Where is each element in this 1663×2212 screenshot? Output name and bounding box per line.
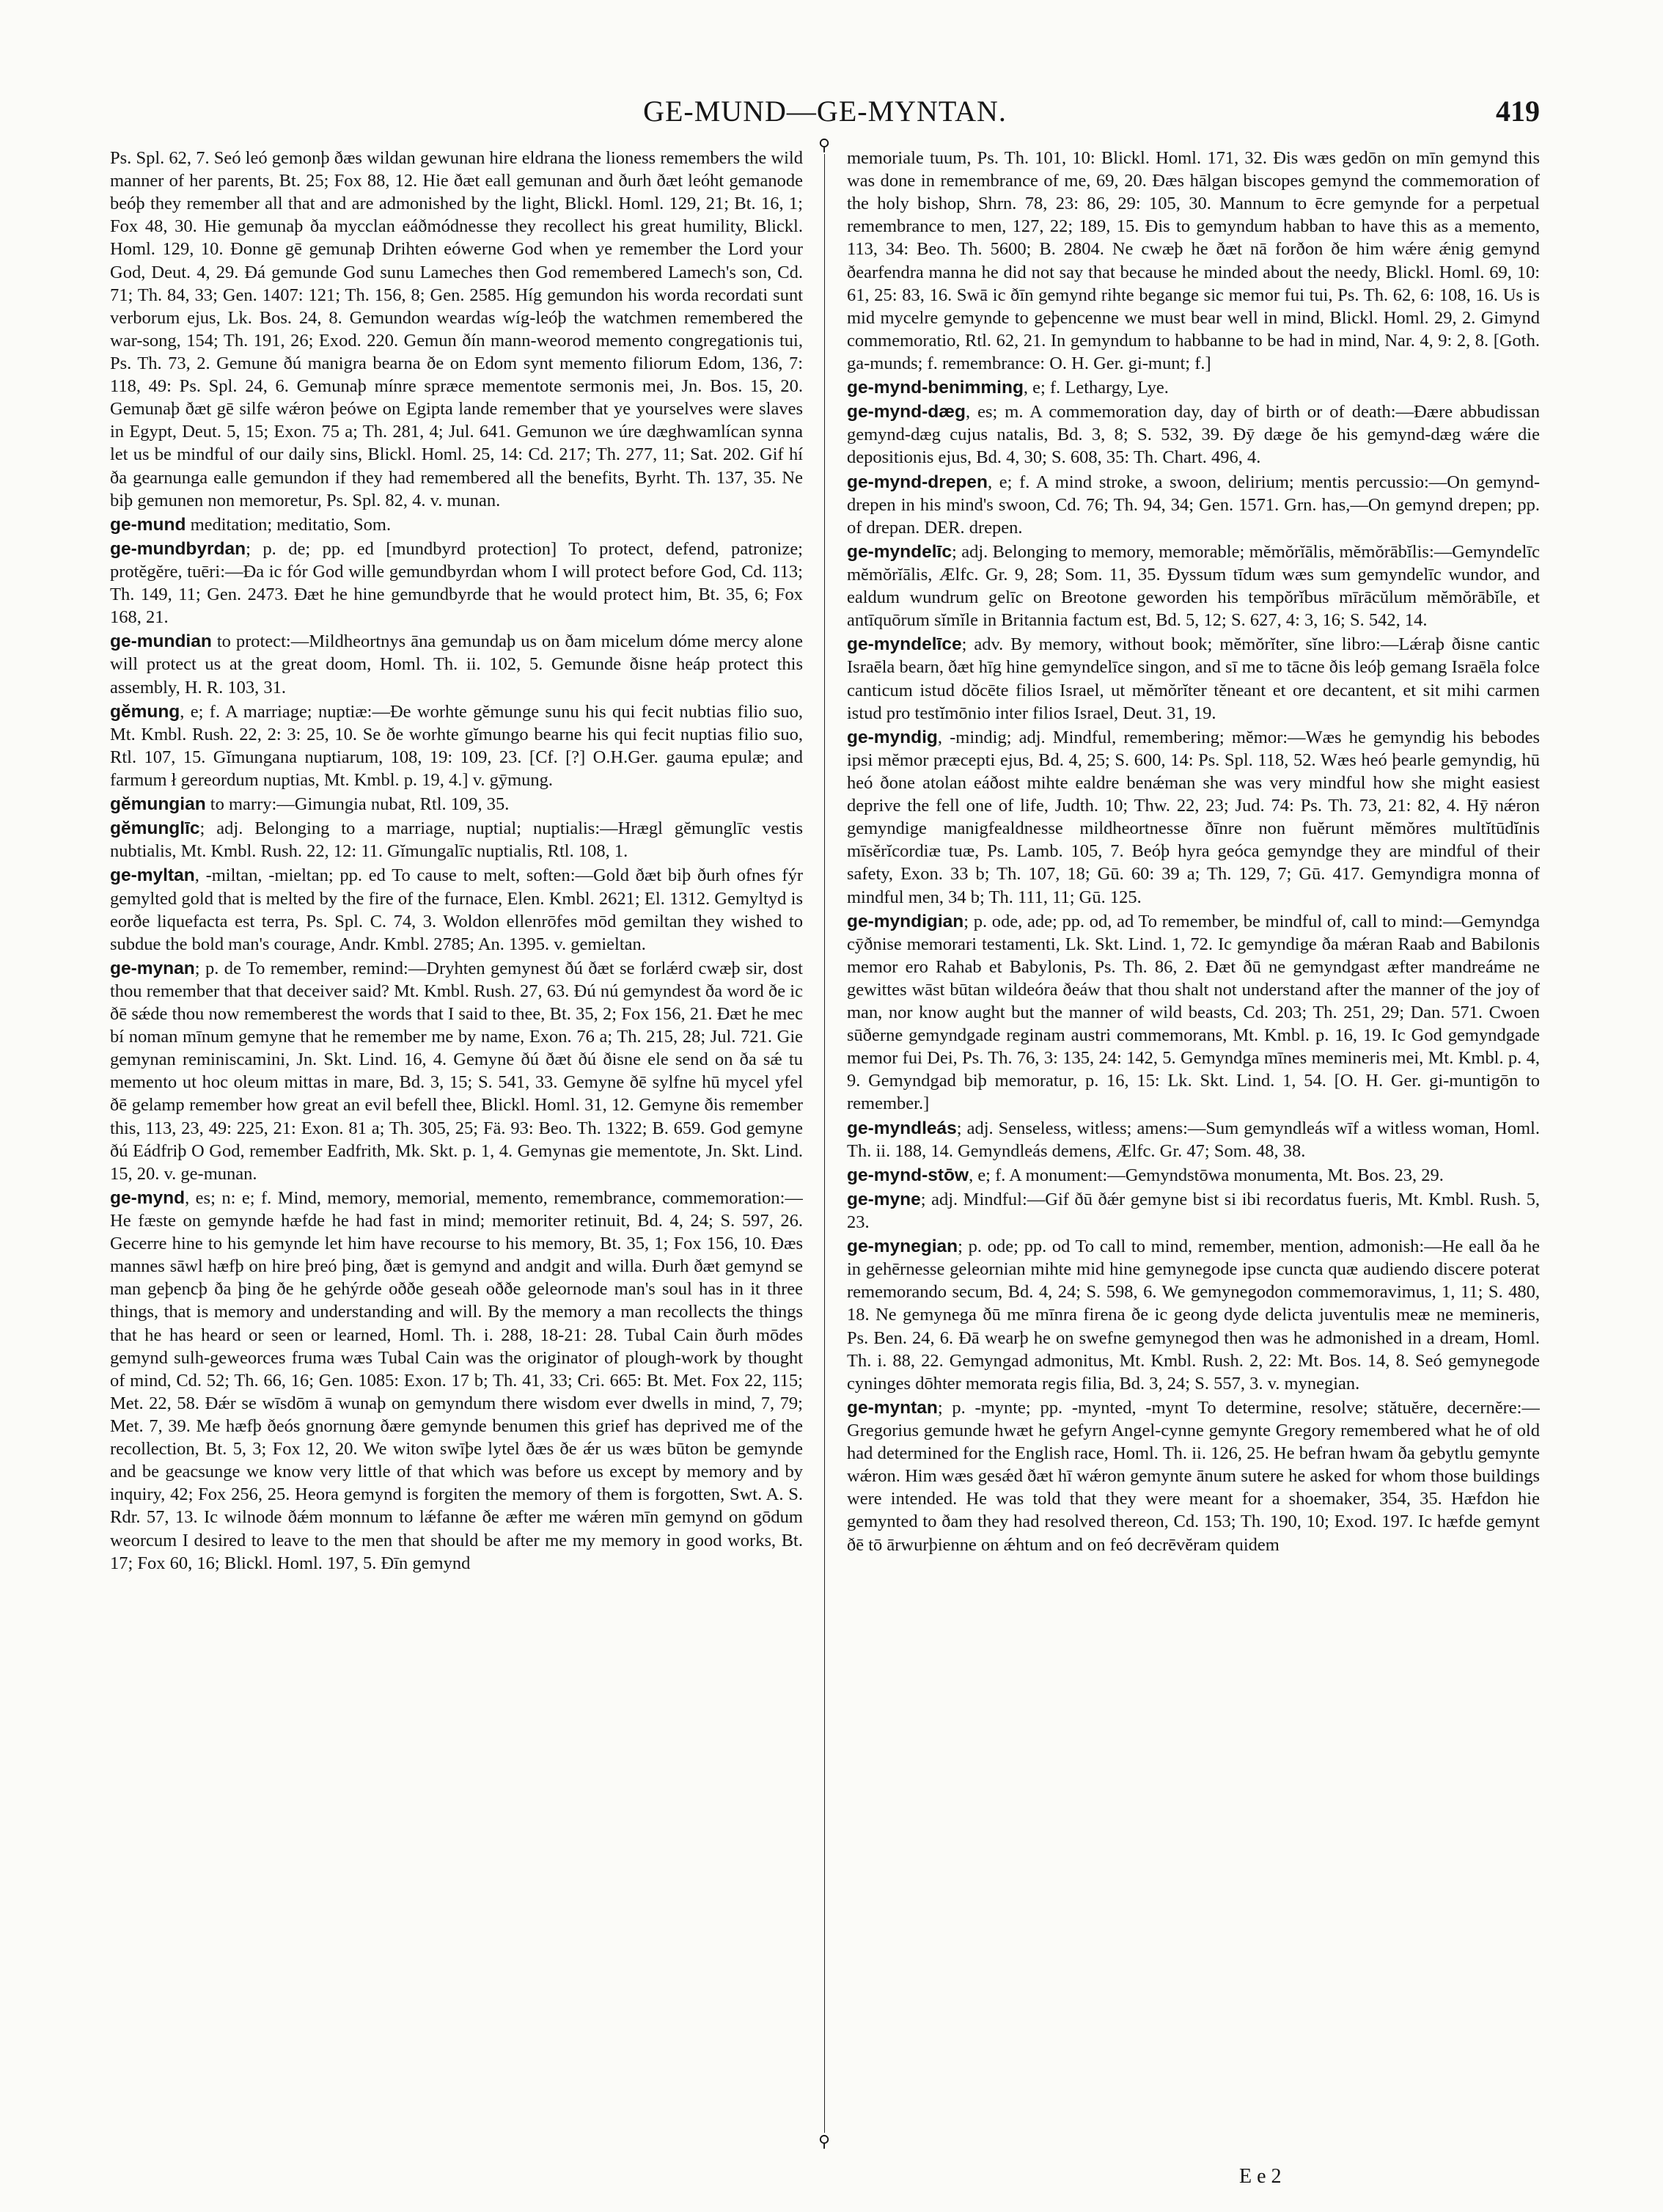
column-divider [824,147,825,2142]
dictionary-entry [847,1396,1540,1556]
entry-text: to protect:—Mildheortnys āna gemundaþ us on ðam micelum dóme mercy alone will protect us at the great doom, Homl. Th. ii. 102, 5. Gemunde ðisne heáp protect this assembly, H. R. 103, 31. [110,631,803,697]
entry-text: , e; f. A mind stroke, a swoon, delirium; mentis percussio:—On gemynd-drepen in his mind's swoon, Cd. 76; Th. 94, 34; Gen. 1571. Grn. has,—On gemynd drepen; pp. of drepan. DER. drepen. [847,472,1540,538]
headword: ge-mynd-stōw [847,1165,969,1185]
dictionary-entry [110,700,803,791]
headword: gĕmunglīc [110,818,200,839]
headword: ge-mynan [110,958,195,978]
entry-text: , e; f. A monument:—Gemyndstōwa monumenta, Mt. Bos. 23, 29. [969,1165,1444,1185]
headword: ge-myntan [847,1397,938,1418]
entry-text: ; adj. Belonging to a marriage, nuptial; nuptialis:—Hrægl gĕmunglīc vestis nubtialis, Mt. Kmbl. Rush. 22, 12: 11. Gĭmungalīc nuptialis, Rtl. 108, 1. [110,818,803,862]
entry-text: meditation; meditatio, Som. [186,514,392,535]
dictionary-entry [847,633,1540,724]
headword: ge-myndelīc [847,541,952,562]
dictionary-entry [847,1188,1540,1234]
divider-ornament-top-icon: ⚲ [815,136,833,154]
dictionary-entry [847,1235,1540,1395]
entry-continuation [847,147,1540,375]
headword: ge-mundian [110,631,212,652]
headword: ge-myndigian [847,911,964,931]
signature-mark: E e 2 [1239,2165,1282,2188]
entry-text: , es; n: e; f. Mind, memory, memorial, memento, remembrance, commemoration:—He fæste on gemynde hæfde he had fast in mind; memoriter retinuit, Bd. 4, 24; S. 597, 26. Gecerre hine to his gemynde let him have recourse to his memory, Bt. 35, 1; Fox 156, 10. Ðæs mannes sāwl hæfþ on hire þreó þing, ðæt is gemynd and andgit and willa. Ðurh ðæt gemynd se man geþencþ ða þing ðe he gehýrde oððe geseah oððe geleornode man's soul has in it three things, that is memory and understanding and will. By the memory a man recollects the things that he has heard or seen or learned, Homl. Th. i. 288, 18-21: 28. Tubal Cain ðurh mōdes gemynd sulh-geweorces fruma wæs Tubal Cain was the originator of plough-work by thought of mind, Cd. 52; Th. 66, 16; Gen. 1085: Exon. 17 b; Th. 41, 33; Cri. 665: Bt. Met. Fox 22, 115; Met. 22, 58. Ðǽr se wīsdōm ā wunaþ on gemyndum there wisdom ever dwells in mind, 7, 79; Met. 7, 39. Me hæfþ ðeós gnornung ðære gemynde benumen this grief has deprived me of the recollection, Bt. 5, 3; Fox 12, 20. We witon swīþe lytel ðæs ðe ǽr us wæs būton be gemynde and be geacsunge we know very little of that which was before us except by memory and by inquiry, 42; Fox 256, 25. Heora gemynd is forgiten the memory of them is forgotten, Swt. A. S. Rdr. 57, 13. Ic wilnode ðǽm monnum to lǽfanne ðe æfter me wǽren mīn gemynd on gōdum weorcum I desired to leave to the men that should be after me my memory in good works, Bt. 17; Fox 60, 16; Blickl. Homl. 197, 5. Ðīn gemynd [110,1187,803,1573]
headword: ge-mynd [110,1187,186,1208]
entry-text: ; adj. Senseless, witless; amens:—Sum gemyndleás wīf a witless woman, Homl. Th. ii. 188, 14. Gemyndleás demens, Ælfc. Gr. 47; Som. 48, 38. [847,1118,1540,1161]
page-header [110,94,1540,138]
headword: ge-mynegian [847,1237,958,1257]
dictionary-entry [847,726,1540,909]
entry-text: , e; f. Lethargy, Lye. [1023,378,1169,398]
entry-text: ; adj. Belonging to memory, memorable; mĕmŏrĭālis, mĕmŏrābĭlis:—Gemyndelīc mĕmŏrĭālis, Ælfc. Gr. 9, 28; Som. 11, 35. Ðyssum tīdum wæs sum gemyndelīc wundor, and ealdum wundrum gelīc on Breotone geworden his tempŏrĭbus mīrācŭlum mĕmŏrābĭle, et antīquōrum sĭmĭle in Britannia factum est, Bd. 5, 12; S. 627, 4: 3, 16; S. 542, 14. [847,541,1540,631]
entry-text: ; adj. Mindful:—Gif ðū ðǽr gemyne bist si ibi recordatus fueris, Mt. Kmbl. Rush. 5, 23. [847,1189,1540,1233]
entry-text: ; p. de To remember, remind:—Dryhten gemynest ðú ðæt se forlǽrd cwæþ sir, dost thou remember that that deceiver said? Mt. Kmbl. Rush. 27, 63. Ðú nú gemyndest ða word ðe ic ðē sǽde thou now rememberest the words that I said to thee, Bt. 35, 2; Fox 156, 21. Ðæt he mec bí noman mīnum gemyne that he remember me by name, Exon. 76 a; Th. 215, 28; Jul. 721. Gie gemynan reminiscamini, Jn. Skt. Lind. 16, 4. Gemyne ðú ðæt ðú ðisne ele send on ða sǽ tu memento ut hoc oleum mittas in mare, Bd. 3, 15; S. 541, 33. Gemyne ðē sylfne hū mycel yfel ðē gelamp remember how great an evil befell thee, Blickl. Homl. 31, 12. Gemyne ðis remember this, 113, 23, 49: 225, 21: Exon. 81 a; Th. 305, 25; Fä. 93: Beo. Th. 1322; B. 659. God gemyne ðú Eádfriþ O God, remember Eadfrith, Mk. Skt. p. 1, 4. Gemynas gie mementote, Jn. Skt. Lind. 15, 20. v. ge-munan. [110,958,803,1184]
dictionary-entry [110,864,803,955]
dictionary-entry [847,541,1540,631]
headword: ge-myndleás [847,1118,957,1138]
dictionary-entry [847,471,1540,539]
left-column [110,147,803,2142]
headword: ge-myndelīce [847,634,962,655]
two-column-body [110,136,1540,2150]
entry-text: ; adv. By memory, without book; mĕmŏrĭter, sĭne libro:—Lǽraþ ðisne cantic Israēla bearn, ðæt hīg hine gemyndelīce singon, and sī me to tācne ðis leóþ gemang Israēla folce canticum istud dŏcēte filios Israel, ut mĕmŏrĭter tĕneant et ore decantent, et sit mihi carmen istud pro testĭmōnio inter filios Israel, Deut. 31, 19. [847,634,1540,723]
headword: ge-myltan [110,865,195,886]
entry-text: ; p. -mynte; pp. -mynted, -mynt To determine, resolve; stătuĕre, decernĕre:—Gregorius gemunde hwæt he gefyrn Angel-cynne gemynte Gregory remembered what he of old had determined for the English race, Homl. Th. ii. 126, 25. He befran hwam ða gebytlu gemynte wǽron. Him wæs gesǽd ðæt hī wǽron gemynte ānum sutere he asked for whom those buildings were intended. He was told that they were meant for a shoemaker, 354, 35. Hæfdon hie gemynted to ðam they had resolved thereon, Cd. 153; Th. 190, 10; Exod. 197. Ic hæfde gemynt ðē tō ārwurþienne on ǽhtum and on feó decrēvĕram quidem [847,1397,1540,1555]
entry-text: ; p. ode; pp. od To call to mind, remember, mention, admonish:—He eall ða he in gehērnesse geleornian mihte mid hine gemynegode ipse cuncta quæ audiendo discere poterat rememorando secum, Bd. 4, 24; S. 598, 6. We gemynegodon commemoravimus, 1, 11; S. 480, 18. Ne gemynega ðū me mīnra firena ðe ic geong dyde delicta juventulis meæ ne memineris, Ps. Ben. 24, 6. Ðā wearþ he on swefne gemynegod then was he admonished in a dream, Homl. Th. i. 88, 22. Gemyngad admonitus, Mt. Kmbl. Rush. 2, 22: Mt. Bos. 14, 8. Seó gemynegode cyninges dōhter memorata regis filia, Bd. 3, 24; S. 557, 3. v. mynegian. [847,1237,1540,1394]
headword: ge-mund [110,514,186,535]
headword: ge-mynd-benimming [847,378,1024,398]
dictionary-entry [110,1187,803,1575]
dictionary-entry [847,376,1540,399]
entry-continuation [110,147,803,512]
right-column [847,147,1540,2142]
entry-text: ; p. ode, ade; pp. od, ad To remember, be mindful of, call to mind:—Gemyndga cȳðnise memorari testamenti, Lk. Skt. Lind. 1, 72. Ic gemyndige ða mǽran Raab and Babilonis memor ero Rahab et Babylonis, Ps. Th. 86, 2. Ðæt ðū ne gemyndgast æfter mandreáme ne gewittes wāst būtan wildeóra ðeáw that thou shalt not understand after the manner of the joy of man, nor know aught but the manner of wild beasts, Cd. 203; Th. 251, 29; Dan. 571. Cwoen sūðerne gemyndgade reginam austri commemorans, Mt. Kmbl. p. 16, 19. Ic God gemyndgade memor fui Dei, Ps. Th. 76, 3: 135, 24: 142, 5. Gemyndga mīnes memineris mei, Mt. Kmbl. p. 4, 9. Gemyndgad biþ memoratur, p. 16, 15: Lk. Skt. Lind. 1, 54. [O. H. Ger. gi-muntigōn to remember.] [847,911,1540,1114]
entry-text: , -mindig; adj. Mindful, remembering; mĕmor:—Wæs he gemyndig his bebodes ipsi mĕmor præcepti ejus, Bd. 4, 25; S. 600, 14: Ps. Spl. 118, 52. Wæs heó þearle gemyndig, hū heó ðone atolan eáðost mihte ealdre benǽman she was very mindful how she might easiest deprive the fell one of life, Judth. 10; Thw. 22, 23; Jud. 74: Ps. Th. 73, 21: 82, 4. Hȳ nǽron gemyndige manigfealdnesse mildheortnesse ðīnre non fuĕrunt mĕmŏres multĭtūdĭnis mīsĕrĭcordiæ tuæ, Ps. Lamb. 105, 7. Beóþ hyra geóca gemyndge they are mindful of their safety, Exon. 33 b; Th. 107, 18; Gū. 60: 39 a; Th. 129, 7; Gū. 417. Gemyndigra monna of mindful men, 34 b; Th. 111, 11; Gū. 125. [847,727,1540,907]
entry-text: , e; f. A marriage; nuptiæ:—Ðe worhte gĕmunge sunu his qui fecit nubtias filio suo, Mt. Kmbl. Rush. 22, 2: 3: 25, 10. Se ðe worhte gĭmungo bearne his qui fecit nuptias filio suo, Rtl. 107, 15. Gĭmungana nuptiarum, 108, 19: 109, 23. [Cf. [?] O.H.Ger. gauma epulæ; and farmum ł gereordum nuptias, Mt. Kmbl. p. 19, 4.] v. gȳmung. [110,701,803,790]
dictionary-entry [847,910,1540,1116]
entry-text: , -miltan, -mieltan; pp. ed To cause to melt, soften:—Gold ðæt biþ ðurh ofnes fýr gemylted gold that is melted by the fire of the furnace, Elen. Kmbl. 2621; El. 1312. Gemyltyd is eorðe liquefacta est terra, Ps. Spl. C. 74, 3. Woldon ellenrōfes mōd gemiltan they wished to subdue the bold man's courage, Andr. Kmbl. 2785; An. 1395. v. gemieltan. [110,865,803,954]
entry-text: , es; m. A commemoration day, day of birth or of death:—Ðære abbudissan gemynd-dæg cujus natalis, Bd. 3, 8; S. 532, 39. Ðȳ dæge ðe his gemynd-dæg wǽre die depositionis ejus, Bd. 4, 30; S. 608, 35: Th. Chart. 496, 4. [847,402,1540,468]
headword: ge-myndig [847,727,938,747]
dictionary-entry [847,400,1540,469]
dictionary-entry [110,630,803,698]
entry-text: ; p. de; pp. ed [mundbyrd protection] To protect, defend, patronize; protĕgĕre, tuēri:—Ða ic fór God wille gemundbyrdan whom I will protect before God, Cd. 113; Th. 149, 11; Gen. 2473. Ðæt he hine gemundbyrde that he would protect him, Bt. 35, 6; Fox 168, 21. [110,538,803,628]
dictionary-entry [110,793,803,816]
running-head: GE-MUND—GE-MYNTAN. [643,95,1007,128]
dictionary-entry [110,957,803,1185]
dictionary-entry [847,1164,1540,1187]
headword: ge-mundbyrdan [110,538,246,559]
headword: gĕmungian [110,794,206,815]
entry-text: to marry:—Gimungia nubat, Rtl. 109, 35. [205,794,510,815]
divider-ornament-bottom-icon: ⚲ [815,2133,833,2150]
dictionary-entry [110,538,803,629]
dictionary-entry [110,817,803,863]
headword: ge-mynd-drepen [847,472,988,492]
headword: gĕmung [110,701,180,722]
entry-text: memoriale tuum, Ps. Th. 101, 10: Blickl. Homl. 171, 32. Ðis wæs gedōn on mīn gemynd this was done in remembrance of me, 69, 20. Ðæs hālgan biscopes gemynd the commemoration of the holy bishop, Shrn. 78, 23: 86, 29: 105, 30. Mannum to ēcre gemynde for a perpetual remembrance to men, 127, 22; 189, 15. Ðis to gemyndum habban to have this as a memento, 113, 34: Beo. Th. 5600; B. 2804. Ne cwæþ he ðæt nā forðon ðe him wǽre ǽnig gemynd ðearfendra manna he did not say that because he minded about the needy, Blickl. Homl. 69, 10: 61, 25: 83, 16. Swā ic ðīn gemynd rihte begange sic memor fui tui, Ps. Th. 62, 6: 108, 16. Us is mid mycelre gemynde to geþencenne we must bear well in mind, Blickl. Homl. 29, 2. Gimynd commemoratio, Rtl. 62, 21. In gemyndum to habbanne to be had in mind, Nar. 4, 9: 2, 8. [Goth. ga-munds; f. remembrance: O. H. Ger. gi-munt; f.] [847,148,1540,373]
headword: ge-myne [847,1189,921,1209]
page-number: 419 [1496,95,1540,128]
dictionary-entry [110,513,803,536]
dictionary-entry [847,1117,1540,1162]
entry-text: Ps. Spl. 62, 7. Seó leó gemonþ ðæs wildan gewunan hire eldrana the lioness remembers the wild manner of her parents, Bt. 25; Fox 88, 12. Hie ðæt eall gemunan and ðurh ðæt leóht gemanode beóþ they remember all that and are admonished by the light, Blickl. Homl. 129, 21; Bt. 16, 1; Fox 48, 30. Hie gemunaþ ða mycclan eáðmódnesse they recollect his great humility, Blickl. Homl. 129, 10. Ðonne gē gemunaþ Drihten eówerne God when ye remember the Lord your God, Deut. 4, 29. Ðá gemunde God sunu Lameches then God remembered Lamech's son, Cd. 71; Th. 84, 33; Gen. 1407: 121; Th. 156, 8; Gen. 2585. Híg gemundon his worda recordati sunt verborum ejus, Lk. Bos. 24, 8. Gemundon weardas wíg-leóþ the watchmen remembered the war-song, 154; Th. 191, 26; Exod. 220. Gemun ðín mann-weorod memento congregationis tui, Ps. Th. 73, 2. Gemune ðú manigra bearna ðe on Edom synt memento filiorum Edom, 136, 7: 118, 49: Ps. Spl. 24, 6. Gemunaþ mínre spræce mementote sermonis mei, Jn. Bos. 15, 20. Gemunaþ ðæt gē silfe wǽron þeówe on Egipta lande remember that ye yourselves were slaves in Egypt, Deut. 5, 15; Exon. 75 a; Th. 281, 4; Jul. 641. Gemunon we úre dæghwamlícan synna let us be mindful of our daily sins, Blickl. Homl. 25, 14: Cd. 217; Th. 277, 11; Sat. 202. Gif hí ða gearnunga ealle gemundon if they had remembered all the benefits, Byrht. Th. 137, 35. Ne biþ gemunen non memoretur, Ps. Spl. 82, 4. v. munan. [110,148,803,510]
headword: ge-mynd-dæg [847,402,966,422]
